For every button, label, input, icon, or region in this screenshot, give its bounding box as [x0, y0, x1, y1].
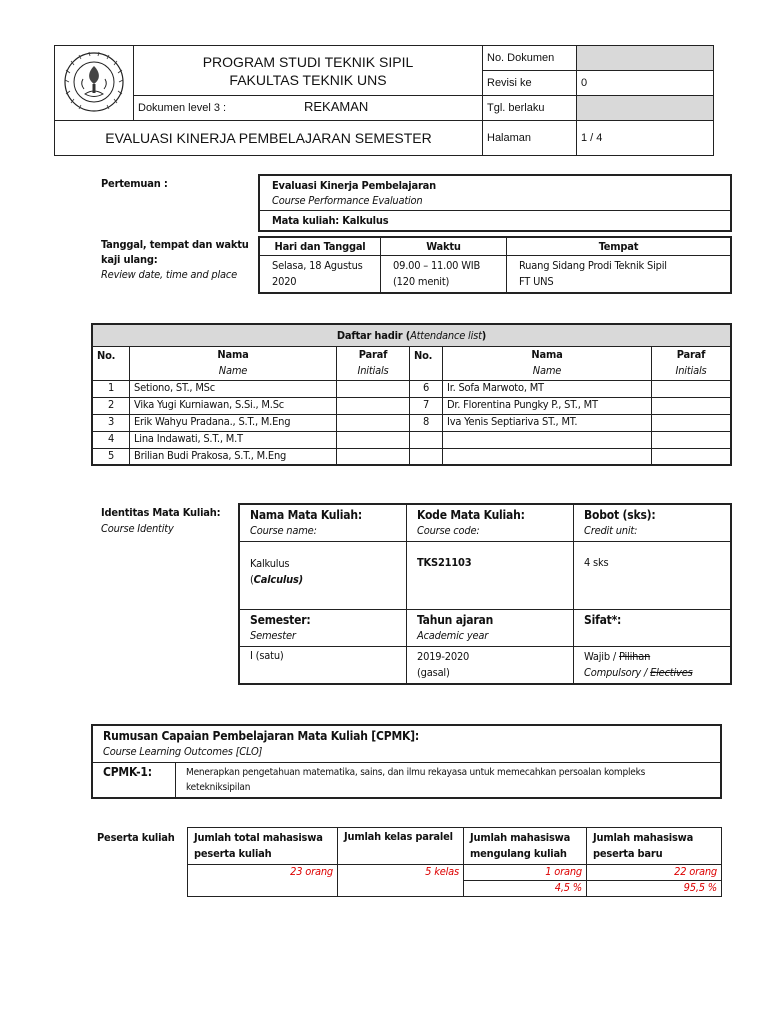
review-time: 09.00 – 11.00 WIB (120 menit) [381, 255, 507, 293]
attendance-row [92, 380, 731, 397]
attendance-no [410, 431, 443, 448]
participants-repeat-pct: 4,5 % [464, 881, 587, 897]
review-label [101, 237, 249, 282]
attendance-initials [652, 431, 732, 448]
attendance-name: Erik Wahyu Pradana., S.T., M.Eng [130, 414, 337, 431]
meta-label-revision: Revisi ke [483, 71, 577, 96]
year-header: Tahun ajaran Academic year [407, 610, 574, 647]
cpmk-text: Menerapkan pengetahuan matematika, sains, dan ilmu rekayasa untuk memecahkan persoalan kompleks ketekniksipilan [176, 763, 722, 799]
attendance-initials [337, 431, 410, 448]
semester-header: Semester: Semester [239, 610, 407, 647]
meta-value-page: 1 / 4 [577, 121, 714, 156]
document-header [54, 45, 714, 156]
cpmk-title-cell: Rumusan Capaian Pembelajaran Mata Kuliah [CPMK]: Course Learning Outcomes [CLO] [92, 725, 721, 763]
attendance-no: 2 [92, 397, 130, 414]
participants-repeat: 1 orang [464, 865, 587, 881]
review-label-en: Review date, time and place [101, 268, 237, 281]
attendance-col-paraf-left: Paraf Initials [337, 346, 410, 380]
attendance-initials [337, 448, 410, 465]
attendance-no: 1 [92, 380, 130, 397]
attendance-title: Daftar hadir (Attendance list) [92, 324, 731, 346]
attendance-no: 5 [92, 448, 130, 465]
attendance-name [443, 431, 652, 448]
attendance-row [92, 414, 731, 431]
meta-value-revision: 0 [577, 71, 714, 96]
attendance-no: 7 [410, 397, 443, 414]
attendance-col-name-left: Nama Name [130, 346, 337, 380]
program-title: PROGRAM STUDI TEKNIK SIPIL FAKULTAS TEKNIK UNS [134, 46, 483, 96]
attendance-col-name-right: Nama Name [443, 346, 652, 380]
participants-col-repeat: Jumlah mahasiswa mengulang kuliah [464, 828, 587, 865]
course-code-header: Kode Mata Kuliah: Course code: [407, 504, 574, 542]
course-name: Kalkulus (Calculus) [239, 542, 407, 610]
meeting-title-cell [259, 175, 731, 211]
participants-classes: 5 kelas [338, 865, 464, 897]
review-col-date: Hari dan Tanggal [259, 237, 381, 255]
document-level-cell [134, 96, 483, 121]
participants-label: Peserta kuliah [97, 831, 175, 844]
cpmk-code: CPMK-1: [92, 763, 176, 799]
document-level-label: Dokumen level 3 : [138, 102, 227, 114]
meta-value-valid-date [577, 96, 714, 121]
meeting-title-en: Course Performance Evaluation [272, 194, 423, 207]
attendance-initials [652, 380, 732, 397]
attendance-name: Vika Yugi Kurniawan, S.Si., M.Sc [130, 397, 337, 414]
review-date: Selasa, 18 Agustus 2020 [259, 255, 381, 293]
attendance-initials [337, 414, 410, 431]
attendance-row [92, 397, 731, 414]
attendance-initials [337, 380, 410, 397]
participants-total: 23 orang [188, 865, 338, 897]
meeting-label: Pertemuan : [101, 177, 168, 190]
review-table [258, 236, 732, 294]
attendance-name [443, 448, 652, 465]
review-col-time: Waktu [381, 237, 507, 255]
credit: 4 sks [574, 542, 732, 610]
participants-col-total: Jumlah total mahasiswa peserta kuliah [188, 828, 338, 865]
logo-cell [55, 46, 134, 121]
meta-label-valid-date: Tgl. berlaku [483, 96, 577, 121]
participants-new: 22 orang [587, 865, 722, 881]
course-nature: Wajib / Pilihan Compulsory / Electives [574, 647, 732, 685]
attendance-name: Iva Yenis Septiariva ST., MT. [443, 414, 652, 431]
attendance-initials [652, 414, 732, 431]
participants-new-pct: 95,5 % [587, 881, 722, 897]
attendance-no [410, 448, 443, 465]
identity-table [238, 503, 732, 685]
attendance-no: 6 [410, 380, 443, 397]
university-logo-icon [57, 49, 131, 115]
attendance-no: 8 [410, 414, 443, 431]
participants-col-classes: Jumlah kelas paralel [338, 828, 464, 865]
meeting-course: Mata kuliah: Kalkulus [259, 211, 731, 232]
attendance-name: Ir. Sofa Marwoto, MT [443, 380, 652, 397]
attendance-col-no-left: No. [92, 346, 130, 380]
cpmk-table [91, 724, 722, 799]
attendance-name: Setiono, ST., MSc [130, 380, 337, 397]
attendance-table [91, 323, 732, 466]
attendance-col-no-right: No. [410, 346, 443, 380]
meeting-title: Evaluasi Kinerja Pembelajaran [272, 179, 436, 192]
attendance-no: 3 [92, 414, 130, 431]
attendance-initials [652, 397, 732, 414]
attendance-name: Lina Indawati, S.T., M.T [130, 431, 337, 448]
review-label-line1: Tanggal, tempat dan waktu [101, 238, 249, 251]
meta-label-page: Halaman [483, 121, 577, 156]
academic-year: 2019-2020 (gasal) [407, 647, 574, 685]
identity-label: Identitas Mata Kuliah: Course Identity [101, 506, 221, 535]
document-level-value: REKAMAN [304, 99, 369, 114]
attendance-initials [652, 448, 732, 465]
participants-col-new: Jumlah mahasiswa peserta baru [587, 828, 722, 865]
attendance-no: 4 [92, 431, 130, 448]
attendance-name: Dr. Florentina Pungky P., ST., MT [443, 397, 652, 414]
meta-value-doc-no [577, 46, 714, 71]
meeting-table [258, 174, 732, 232]
review-label-line2: kaji ulang: [101, 253, 158, 266]
course-code: TKS21103 [407, 542, 574, 610]
document-title: EVALUASI KINERJA PEMBELAJARAN SEMESTER [55, 121, 483, 156]
attendance-name: Brilian Budi Prakosa, S.T., M.Eng [130, 448, 337, 465]
attendance-col-paraf-right: Paraf Initials [652, 346, 732, 380]
participants-table [187, 827, 722, 897]
review-col-place: Tempat [507, 237, 732, 255]
meta-label-doc-no: No. Dokumen [483, 46, 577, 71]
semester: I (satu) [239, 647, 407, 685]
credit-header: Bobot (sks): Credit unit: [574, 504, 732, 542]
review-place: Ruang Sidang Prodi Teknik Sipil FT UNS [507, 255, 732, 293]
attendance-row [92, 448, 731, 465]
attendance-row [92, 431, 731, 448]
attendance-initials [337, 397, 410, 414]
nature-header: Sifat*: [574, 610, 732, 647]
course-name-header: Nama Mata Kuliah: Course name: [239, 504, 407, 542]
